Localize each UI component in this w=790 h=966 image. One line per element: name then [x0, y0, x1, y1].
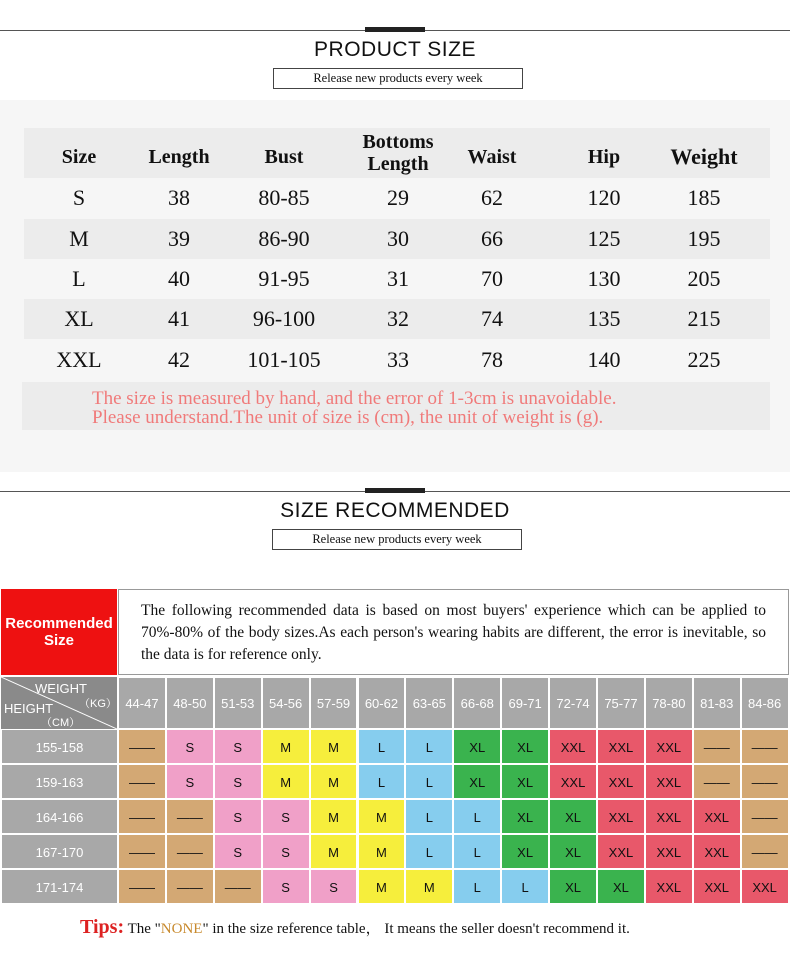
size-recommend-cell: L: [501, 869, 549, 904]
table-cell: 80-85: [258, 185, 310, 210]
section-title: PRODUCT SIZE: [314, 38, 476, 61]
table-cell: 225: [687, 347, 721, 372]
size-recommend-cell: L: [405, 729, 453, 764]
section-subtitle: Release new products every week: [272, 529, 522, 550]
size-recommend-cell: M: [358, 834, 406, 869]
size-recommend-cell: XXL: [693, 834, 741, 869]
size-recommend-cell: S: [262, 869, 310, 904]
section-title: SIZE RECOMMENDED: [280, 499, 510, 522]
table-cell: 91-95: [258, 266, 310, 291]
badge-line1: Recommended: [5, 615, 113, 632]
size-recommend-cell: L: [405, 834, 453, 869]
recommend-description: The following recommended data is based on most buyers' experience which can be applied to 70%-80% of the body sizes.As each person's wearing habits are different, the error is inevitable, so the data is for reference only.: [118, 589, 789, 675]
size-recommend-cell: XXL: [741, 869, 789, 904]
size-note-line2: Please understand.The unit of size is (cm), the unit of weight is (g).: [92, 407, 604, 428]
size-recommend-cell: S: [214, 799, 262, 834]
col-header-waist: Waist: [467, 146, 517, 168]
size-note: [22, 382, 770, 430]
size-recommend-cell: XXL: [693, 869, 741, 904]
table-cell: 39: [168, 226, 190, 251]
weight-header-cell: 75-77: [597, 677, 645, 729]
size-recommend-cell: XXL: [597, 799, 645, 834]
table-cell: 125: [587, 226, 621, 251]
size-recommend-cell: XXL: [645, 729, 693, 764]
size-recommend-cell: ——: [741, 729, 789, 764]
size-recommend-cell: XXL: [549, 729, 597, 764]
table-cell: 215: [687, 306, 721, 331]
size-note-line1: The size is measured by hand, and the error of 1-3cm is unavoidable.: [92, 388, 617, 409]
tips-label: Tips:: [80, 916, 125, 938]
height-axis-label: HEIGHT: [4, 701, 54, 716]
table-header-row: [24, 128, 770, 178]
size-recommend-cell: ——: [118, 799, 166, 834]
table-cell: 101-105: [247, 347, 321, 372]
table-cell: 140: [587, 347, 621, 372]
table-cell: 78: [481, 347, 503, 372]
tips-text-2: " in the size reference table， It means the seller doesn't recommend it.: [202, 921, 630, 937]
size-recommend-cell: XL: [501, 729, 549, 764]
height-axis-unit: （CM）: [41, 717, 81, 729]
weight-header-cell: 81-83: [693, 677, 741, 729]
size-recommend-cell: ——: [118, 729, 166, 764]
table-cell: 30: [387, 226, 409, 251]
table-cell: XL: [64, 306, 94, 331]
tips-none-word: NONE: [160, 921, 203, 937]
size-recommend-cell: XL: [549, 799, 597, 834]
col-header-length: Length: [148, 146, 210, 168]
size-recommend-cell: L: [453, 799, 501, 834]
table-cell: 70: [481, 266, 503, 291]
weight-header-cell: 63-65: [405, 677, 453, 729]
weight-header-cell: 48-50: [166, 677, 214, 729]
table-cell: L: [72, 266, 86, 291]
badge-line2: Size: [43, 632, 74, 649]
size-recommend-cell: L: [453, 869, 501, 904]
section-subtitle: Release new products every week: [273, 68, 523, 89]
size-recommend-cell: M: [310, 834, 358, 869]
size-recommend-cell: XXL: [597, 729, 645, 764]
size-recommend-cell: M: [262, 764, 310, 799]
weight-axis-label: WEIGHT: [35, 681, 87, 696]
size-recommend-cell: XXL: [645, 764, 693, 799]
size-recommend-cell: ——: [741, 764, 789, 799]
height-row-label: 167-170: [1, 834, 118, 869]
weight-header-cell: 60-62: [358, 677, 406, 729]
size-recommend-cell: L: [405, 764, 453, 799]
weight-header-cell: 44-47: [118, 677, 166, 729]
col-header-size: Size: [61, 146, 97, 168]
size-recommend-cell: ——: [741, 834, 789, 869]
table-cell: 195: [687, 226, 721, 251]
size-recommend-cell: M: [310, 729, 358, 764]
size-recommend-cell: ——: [166, 834, 214, 869]
size-recommend-cell: S: [166, 729, 214, 764]
recommended-size-badge: [1, 589, 117, 675]
size-recommend-cell: M: [310, 799, 358, 834]
axis-corner-cell: [1, 677, 117, 729]
size-recommend-cell: ——: [741, 799, 789, 834]
size-recommend-cell: XL: [549, 869, 597, 904]
size-recommend-cell: ——: [693, 729, 741, 764]
col-header-bottoms-line1: Bottoms: [362, 131, 434, 153]
weight-header-cell: 78-80: [645, 677, 693, 729]
table-cell: 135: [587, 306, 621, 331]
size-recommend-cell: ——: [166, 799, 214, 834]
size-recommend-cell: L: [453, 834, 501, 869]
weight-header-cell: 72-74: [549, 677, 597, 729]
table-cell: 120: [587, 185, 621, 210]
table-cell: S: [72, 185, 86, 210]
table-cell: XXL: [56, 347, 102, 372]
table-cell: 42: [168, 347, 190, 372]
col-header-bottoms-line2: Length: [367, 153, 429, 175]
size-recommend-cell: L: [358, 764, 406, 799]
table-cell: 40: [168, 266, 190, 291]
height-row-label: 159-163: [1, 764, 118, 799]
weight-header-cell: 57-59: [310, 677, 358, 729]
col-header-bottoms-length: [350, 131, 446, 175]
table-cell: 185: [687, 185, 721, 210]
size-recommend-cell: XXL: [645, 799, 693, 834]
tips-text-1: The ": [124, 921, 161, 937]
tips-line: [80, 916, 630, 939]
size-recommend-cell: ——: [118, 764, 166, 799]
size-recommend-cell: XXL: [549, 764, 597, 799]
size-recommend-cell: ——: [166, 869, 214, 904]
size-recommend-cell: XL: [549, 834, 597, 869]
table-cell: 33: [387, 347, 409, 372]
size-recommend-cell: M: [358, 799, 406, 834]
table-cell: 130: [587, 266, 621, 291]
weight-header-cell: 54-56: [262, 677, 310, 729]
size-recommend-cell: L: [405, 799, 453, 834]
table-cell: 32: [387, 306, 409, 331]
size-recommend-cell: L: [358, 729, 406, 764]
height-row-label: 164-166: [1, 799, 118, 834]
size-recommend-cell: XXL: [693, 799, 741, 834]
col-header-weight: Weight: [670, 144, 738, 169]
size-recommend-cell: XXL: [645, 869, 693, 904]
divider-accent: [365, 27, 425, 32]
table-cell: 74: [481, 306, 503, 331]
size-recommend-cell: XXL: [645, 834, 693, 869]
size-recommend-chart: [0, 588, 790, 908]
height-row-label: 171-174: [1, 869, 118, 904]
table-cell: 38: [168, 185, 190, 210]
table-cell: M: [69, 226, 89, 251]
size-recommend-cell: ——: [214, 869, 262, 904]
size-recommend-cell: ——: [118, 834, 166, 869]
size-recommend-cell: ——: [693, 764, 741, 799]
size-recommend-cell: XL: [597, 869, 645, 904]
size-recommend-cell: M: [310, 764, 358, 799]
size-recommend-cell: S: [262, 834, 310, 869]
table-cell: 62: [481, 185, 503, 210]
size-recommend-cell: XL: [501, 764, 549, 799]
size-recommend-cell: XXL: [597, 764, 645, 799]
table-row: [24, 340, 770, 380]
size-recommend-cell: S: [214, 729, 262, 764]
height-row-label: 155-158: [1, 729, 118, 764]
size-recommend-cell: S: [214, 764, 262, 799]
size-recommend-cell: M: [405, 869, 453, 904]
table-row: [24, 219, 770, 259]
table-cell: 41: [168, 306, 190, 331]
size-recommend-cell: M: [358, 869, 406, 904]
size-recommend-cell: S: [310, 869, 358, 904]
size-recommend-cell: M: [262, 729, 310, 764]
size-recommend-cell: XL: [453, 764, 501, 799]
weight-header-cell: 84-86: [741, 677, 789, 729]
size-recommend-cell: XL: [501, 834, 549, 869]
table-cell: 96-100: [252, 306, 316, 331]
weight-axis-unit: （KG）: [79, 698, 117, 710]
col-header-hip: Hip: [587, 146, 621, 168]
size-recommend-cell: XXL: [597, 834, 645, 869]
table-cell: 66: [481, 226, 503, 251]
divider-accent: [365, 488, 425, 493]
weight-header-cell: 51-53: [214, 677, 262, 729]
table-row: [24, 178, 770, 218]
table-cell: 205: [687, 266, 721, 291]
size-recommend-cell: S: [166, 764, 214, 799]
table-cell: 31: [387, 266, 409, 291]
col-header-bust: Bust: [264, 146, 304, 168]
table-cell: 86-90: [258, 226, 310, 251]
table-cell: 29: [387, 185, 409, 210]
table-row: [24, 299, 770, 339]
size-recommend-cell: S: [262, 799, 310, 834]
size-recommend-cell: S: [214, 834, 262, 869]
weight-header-cell: 66-68: [453, 677, 501, 729]
table-row: [24, 259, 770, 299]
size-recommend-cell: XL: [501, 799, 549, 834]
size-recommend-cell: XL: [453, 729, 501, 764]
size-recommend-cell: ——: [118, 869, 166, 904]
weight-header-cell: 69-71: [501, 677, 549, 729]
